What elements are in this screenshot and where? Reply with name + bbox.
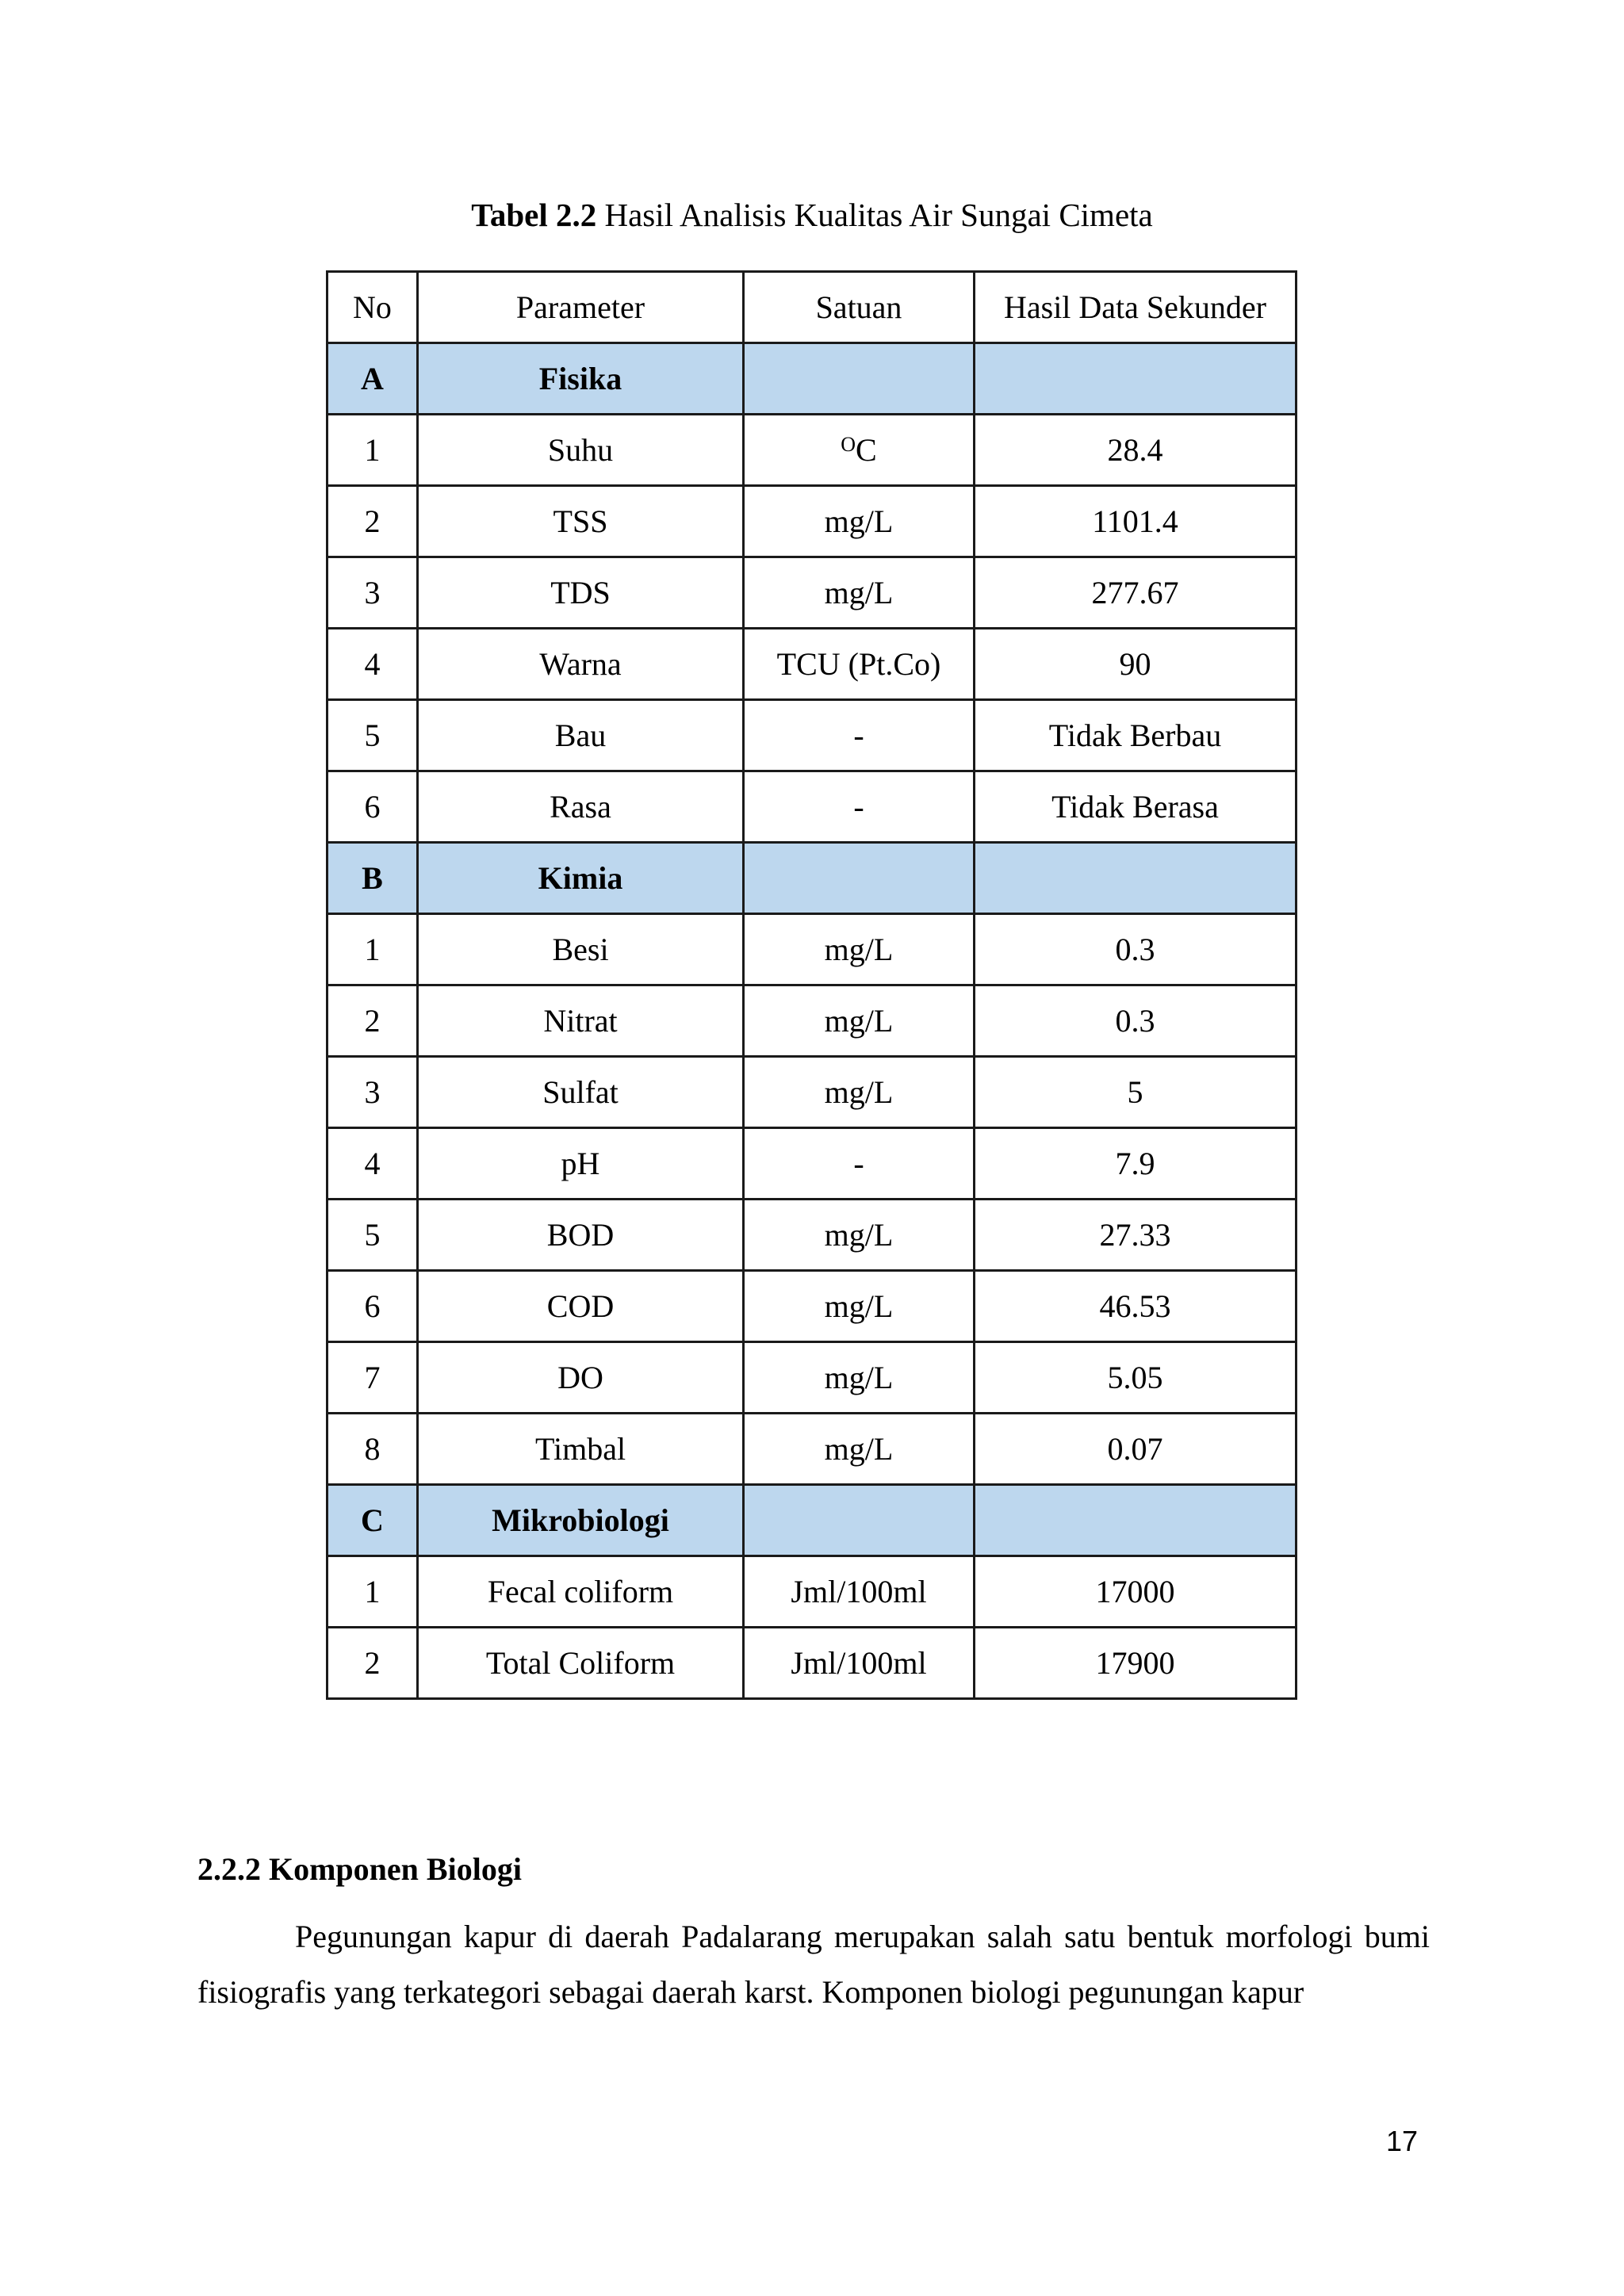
page-number: 17 bbox=[1386, 2125, 1419, 2157]
table-row bbox=[327, 914, 1297, 985]
cell-hasil: 5.05 bbox=[975, 1342, 1297, 1414]
section-name: Mikrobiologi bbox=[418, 1485, 744, 1556]
water-quality-table bbox=[326, 270, 1297, 1700]
section-empty-cell bbox=[975, 843, 1297, 914]
table-row bbox=[327, 415, 1297, 486]
cell-hasil: 17000 bbox=[975, 1556, 1297, 1628]
table-row bbox=[327, 1200, 1297, 1271]
section-empty-cell bbox=[975, 343, 1297, 415]
table-row bbox=[327, 771, 1297, 843]
cell-hasil: 7.9 bbox=[975, 1128, 1297, 1200]
cell-no: 3 bbox=[327, 1057, 418, 1128]
cell-satuan: mg/L bbox=[744, 914, 975, 985]
cell-no: 6 bbox=[327, 1271, 418, 1342]
cell-no: 4 bbox=[327, 1128, 418, 1200]
cell-parameter: Rasa bbox=[418, 771, 744, 843]
table-header-row bbox=[327, 272, 1297, 343]
table-row bbox=[327, 629, 1297, 700]
cell-satuan: Jml/100ml bbox=[744, 1628, 975, 1699]
cell-parameter: Nitrat bbox=[418, 985, 744, 1057]
body-paragraph: Pegunungan kapur di daerah Padalarang merupakan salah satu bentuk morfologi bumi fisiografis yang terkategori sebagai daerah karst. Komponen biologi pegunungan kapur bbox=[197, 1919, 1430, 2010]
cell-satuan: mg/L bbox=[744, 557, 975, 629]
cell-no: 5 bbox=[327, 700, 418, 771]
cell-satuan: TCU (Pt.Co) bbox=[744, 629, 975, 700]
cell-no: 2 bbox=[327, 1628, 418, 1699]
table-caption-label: Tabel 2.2 bbox=[471, 197, 597, 233]
cell-no: 6 bbox=[327, 771, 418, 843]
cell-parameter: Fecal coliform bbox=[418, 1556, 744, 1628]
header-hasil: Hasil Data Sekunder bbox=[975, 272, 1297, 343]
table-row bbox=[327, 1342, 1297, 1414]
cell-parameter: Sulfat bbox=[418, 1057, 744, 1128]
header-parameter: Parameter bbox=[418, 272, 744, 343]
section-empty-cell bbox=[744, 1485, 975, 1556]
cell-parameter: DO bbox=[418, 1342, 744, 1414]
table-caption bbox=[0, 192, 1624, 238]
cell-satuan bbox=[744, 415, 975, 486]
cell-no: 2 bbox=[327, 985, 418, 1057]
cell-satuan: - bbox=[744, 700, 975, 771]
cell-no: 1 bbox=[327, 415, 418, 486]
table-body bbox=[327, 343, 1297, 1699]
cell-satuan: mg/L bbox=[744, 1200, 975, 1271]
section-row bbox=[327, 343, 1297, 415]
header-no: No bbox=[327, 272, 418, 343]
section-row bbox=[327, 1485, 1297, 1556]
cell-satuan: mg/L bbox=[744, 1271, 975, 1342]
table-row bbox=[327, 1128, 1297, 1200]
cell-satuan: Jml/100ml bbox=[744, 1556, 975, 1628]
section-code: A bbox=[327, 343, 418, 415]
table-row bbox=[327, 1271, 1297, 1342]
cell-satuan: mg/L bbox=[744, 486, 975, 557]
cell-no: 4 bbox=[327, 629, 418, 700]
section-name: Fisika bbox=[418, 343, 744, 415]
cell-parameter: Suhu bbox=[418, 415, 744, 486]
cell-hasil: Tidak Berbau bbox=[975, 700, 1297, 771]
table-row bbox=[327, 557, 1297, 629]
section-empty-cell bbox=[744, 343, 975, 415]
cell-hasil: 5 bbox=[975, 1057, 1297, 1128]
cell-hasil: 1101.4 bbox=[975, 486, 1297, 557]
cell-parameter: Bau bbox=[418, 700, 744, 771]
section-empty-cell bbox=[744, 843, 975, 914]
cell-hasil: Tidak Berasa bbox=[975, 771, 1297, 843]
section-empty-cell bbox=[975, 1485, 1297, 1556]
cell-satuan: mg/L bbox=[744, 1057, 975, 1128]
cell-hasil: 17900 bbox=[975, 1628, 1297, 1699]
unit-text: C bbox=[856, 432, 877, 468]
cell-no: 5 bbox=[327, 1200, 418, 1271]
cell-no: 7 bbox=[327, 1342, 418, 1414]
table-row bbox=[327, 1057, 1297, 1128]
cell-parameter: Timbal bbox=[418, 1414, 744, 1485]
cell-parameter: pH bbox=[418, 1128, 744, 1200]
section-name: Kimia bbox=[418, 843, 744, 914]
cell-parameter: COD bbox=[418, 1271, 744, 1342]
section-row bbox=[327, 843, 1297, 914]
table-row bbox=[327, 486, 1297, 557]
cell-hasil: 90 bbox=[975, 629, 1297, 700]
cell-parameter: Total Coliform bbox=[418, 1628, 744, 1699]
cell-parameter: Warna bbox=[418, 629, 744, 700]
cell-parameter: BOD bbox=[418, 1200, 744, 1271]
cell-satuan: mg/L bbox=[744, 1414, 975, 1485]
cell-hasil: 0.3 bbox=[975, 914, 1297, 985]
cell-parameter: Besi bbox=[418, 914, 744, 985]
cell-no: 3 bbox=[327, 557, 418, 629]
table-caption-text: Hasil Analisis Kualitas Air Sungai Cimeta bbox=[604, 197, 1153, 233]
cell-hasil: 27.33 bbox=[975, 1200, 1297, 1271]
table-row bbox=[327, 1628, 1297, 1699]
cell-satuan: mg/L bbox=[744, 985, 975, 1057]
cell-satuan: - bbox=[744, 1128, 975, 1200]
cell-no: 1 bbox=[327, 1556, 418, 1628]
section-heading: 2.2.2 Komponen Biologi bbox=[197, 1851, 522, 1887]
cell-no: 2 bbox=[327, 486, 418, 557]
cell-hasil: 46.53 bbox=[975, 1271, 1297, 1342]
table-row bbox=[327, 985, 1297, 1057]
cell-satuan: mg/L bbox=[744, 1342, 975, 1414]
cell-hasil: 28.4 bbox=[975, 415, 1297, 486]
cell-no: 1 bbox=[327, 914, 418, 985]
header-satuan: Satuan bbox=[744, 272, 975, 343]
cell-no: 8 bbox=[327, 1414, 418, 1485]
cell-hasil: 0.07 bbox=[975, 1414, 1297, 1485]
cell-hasil: 277.67 bbox=[975, 557, 1297, 629]
section-code: B bbox=[327, 843, 418, 914]
unit-superscript: O bbox=[841, 433, 856, 456]
cell-satuan: - bbox=[744, 771, 975, 843]
section-code: C bbox=[327, 1485, 418, 1556]
cell-parameter: TDS bbox=[418, 557, 744, 629]
table-row bbox=[327, 700, 1297, 771]
cell-hasil: 0.3 bbox=[975, 985, 1297, 1057]
table-row bbox=[327, 1556, 1297, 1628]
table-row bbox=[327, 1414, 1297, 1485]
cell-parameter: TSS bbox=[418, 486, 744, 557]
